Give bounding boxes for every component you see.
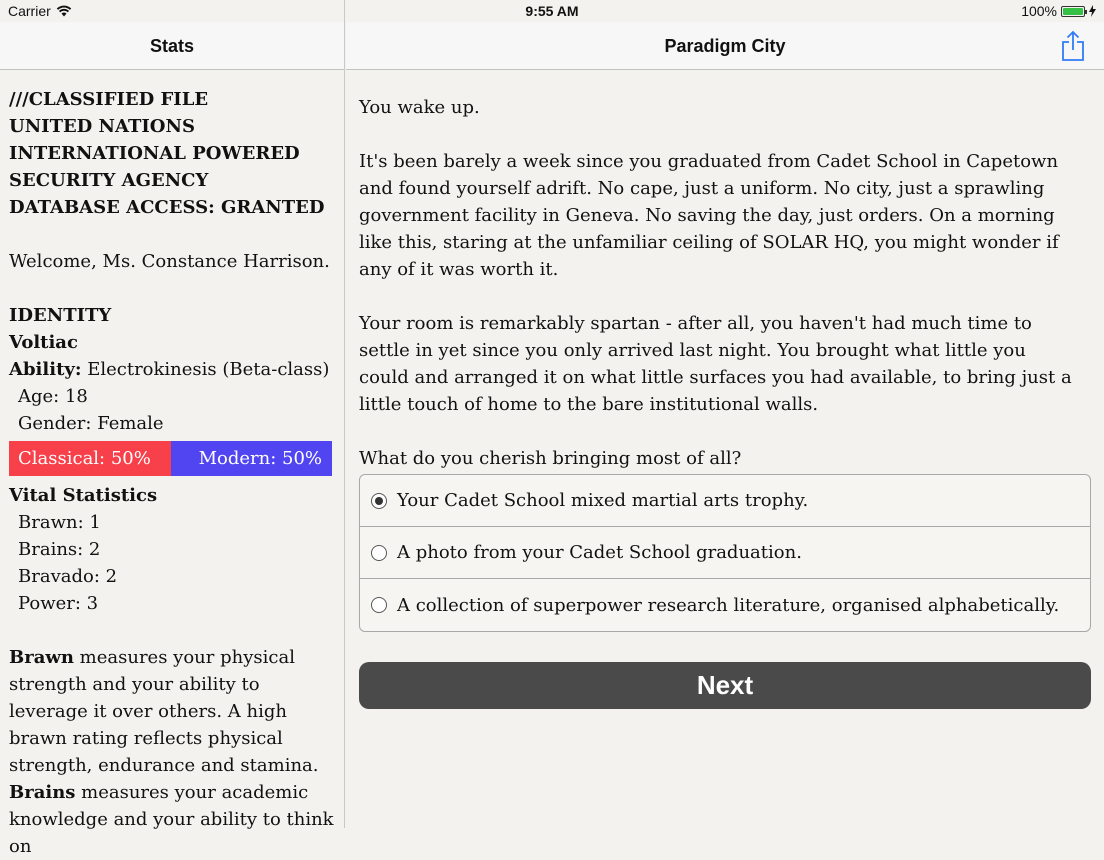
classified-line: DATABASE ACCESS: GRANTED [9,197,325,218]
stats-content [9,86,339,860]
choice-label: A photo from your Cadet School graduation. [397,542,802,563]
brains-description [9,779,339,860]
classified-line: INTERNATIONAL POWERED [9,143,300,164]
radio-selected-icon[interactable] [371,493,387,509]
story-paragraph: It's been barely a week since you graduated from Cadet School in Capetown and found yourself adrift. No cape, just a uniform. No city, just a sprawling government facility in Geneva. No saving the day, just orders. On a morning like this, staring at the unfamiliar ceiling of SOLAR HQ, you might wonder if any of it was worth it. [359,151,1059,280]
share-icon[interactable] [1060,30,1086,62]
vital-stat-brawn: Brawn: 1 [18,512,101,533]
brawn-term: Brawn [9,647,74,668]
gender-stat: Gender: Female [18,413,164,434]
choice-label: A collection of superpower research literature, organised alphabetically. [397,594,1060,616]
ability-value: Electrokinesis (Beta-class) [81,359,330,380]
codename: Voltiac [9,332,78,353]
story-paragraph: Your room is remarkably spartan - after all, you haven't had much time to settle in yet since you only arrived last night. You brought what little you could and arranged it on what little surfaces you had available, to bring just a little touch of home to the bare institutional walls. [359,313,1072,415]
story-pane [346,0,1104,828]
choice-option-literature[interactable] [360,579,1090,631]
radio-unselected-icon[interactable] [371,545,387,561]
carrier-label: Carrier [8,3,51,19]
identity-heading: IDENTITY [9,305,112,326]
vital-stat-brains: Brains: 2 [18,539,101,560]
story-question: What do you cherish bringing most of all? [359,448,742,469]
classical-segment: Classical: 50% [9,441,171,476]
welcome-text: Welcome, Ms. Constance Harrison. [9,251,330,272]
classified-line: SECURITY AGENCY [9,170,209,191]
brains-desc-text: measures your academic knowledge and your ability to think on [9,782,334,857]
modern-segment: Modern: 50% [171,441,333,476]
choice-option-trophy[interactable] [360,475,1090,527]
radio-unselected-icon[interactable] [371,597,387,613]
brawn-desc-text: measures your physical strength and your ability to leverage it over others. A high brawn rating reflects physical strength, endurance and stamina. [9,647,319,776]
battery-percent: 100% [1021,3,1057,19]
stats-pane [0,0,345,857]
age-stat: Age: 18 [18,386,88,407]
vital-stat-power: Power: 3 [18,593,99,614]
choice-label: Your Cadet School mixed martial arts trophy. [397,490,809,511]
vital-statistics-heading: Vital Statistics [9,485,158,506]
classified-line: ///CLASSIFIED FILE [9,89,209,110]
story-text [359,94,1079,499]
ability-row [9,356,339,383]
game-title: Paradigm City [664,36,786,56]
next-button[interactable]: Next [359,662,1091,709]
stats-title: Stats [149,36,194,56]
classified-line: UNITED NATIONS [9,116,195,137]
choice-option-photo[interactable] [360,527,1090,579]
story-navbar [346,22,1104,70]
classical-modern-bar [9,441,332,476]
brains-term: Brains [9,782,76,803]
brawn-description [9,644,339,779]
vital-stat-bravado: Bravado: 2 [18,566,118,587]
ability-label: Ability: [9,359,82,380]
stats-navbar [0,22,344,70]
choice-list [359,474,1091,632]
status-time: 9:55 AM [525,3,579,19]
story-paragraph: You wake up. [359,97,480,118]
